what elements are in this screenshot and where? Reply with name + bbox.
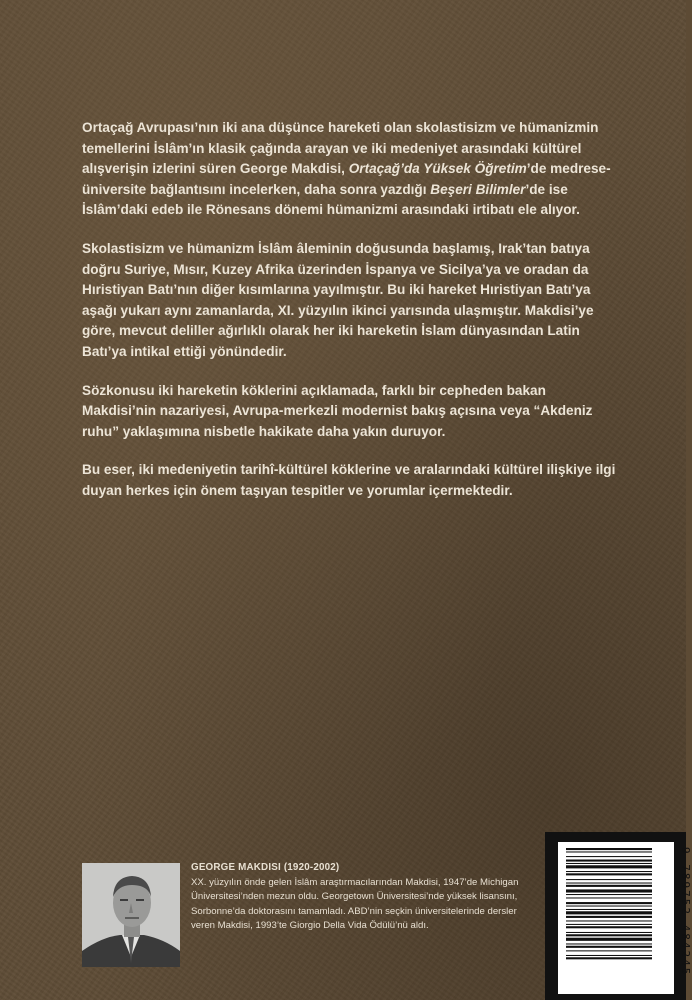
- blurb-paragraph-3: Sözkonusu iki hareketin köklerini açıklamada, farklı bir cepheden bakan Makdisi’nin nazariyesi, Avrupa-merkezli modernist bakış açısına veya “Akdeniz ruhu” yaklaşımına nisbetle hakikate daha yakın duruyor.: [82, 382, 593, 439]
- author-bio: [191, 861, 521, 933]
- blurb-text: ’de medrese-üniversite bağlantısını incelerken, daha sonra yazdığı: [82, 161, 611, 197]
- blurb-paragraph-2: Skolastisizm ve hümanizm İslâm âleminin doğusunda başlamış, Irak’tan batıya doğru Suriye, Mısır, Kuzey Afrika üzerinden İspanya ve Sicilya’ya ve oradan da Hıristiyan Batı’nın diğer kısımlarına yayılmıştır. Bu iki hareket Hıristiyan Batı’ya aşağı yukarı aynı zamanlarda, XI. yüzyılın ikinci yarısında ulaşmıştır. Makdisi’ye göre, mevcut deliller ağırlıklı olarak her iki hareketin İslam dünyasından Latin Batı’ya intikal ettiği yönündedir.: [82, 240, 594, 359]
- isbn-barcode: [558, 842, 674, 994]
- blurb-paragraph-4: Bu eser, iki medeniyetin tarihî-kültürel köklerine ve aralarındaki kültürel ilişkiye ilgi duyan herkes için önem taşıyan tespitler ve yorumlar içermektedir.: [82, 462, 616, 498]
- blurb-text: ’de ise İslâm’daki edeb ile Rönesans dönemi hümanizmi arasındaki irtibatı ele alıyor.: [82, 181, 580, 218]
- book-title-humanities: Beşeri Bilimler: [430, 181, 526, 197]
- back-cover-blurb: [82, 118, 622, 520]
- book-title-higher-education: Ortaçağ’da Yüksek Öğretim: [348, 161, 527, 177]
- author-bio-text: XX. yüzyılın önde gelen İslâm araştırmacılarından Makdisi, 1947’de Michigan Üniversitesi’nden mezun oldu. Georgetown Üniversitesi’nde yüksek lisansını, Sorbonne’da doktorasını tamamladı. ABD’nin seçkin üniversitelerinde dersler veren Makdisi, 1993’te Giorgio Della Vida Ödülü’nü aldı.: [191, 877, 519, 931]
- blurb-paragraph-1: [82, 118, 622, 221]
- barcode-bars: [558, 842, 674, 994]
- blurb-text: Ortaçağ Avrupası’nın iki ana düşünce hareketi olan skolastisizm ve hümanizmin temellerini İslâm’ın klasik çağında arayan ve iki medeniyet arasındaki kültürel alışverişin izlerini süren George Makdisi,: [82, 120, 599, 177]
- author-photo: [82, 863, 180, 967]
- isbn-number: 9 789752 484245: [679, 847, 692, 977]
- author-name: GEORGE MAKDISI (1920-2002): [191, 862, 340, 873]
